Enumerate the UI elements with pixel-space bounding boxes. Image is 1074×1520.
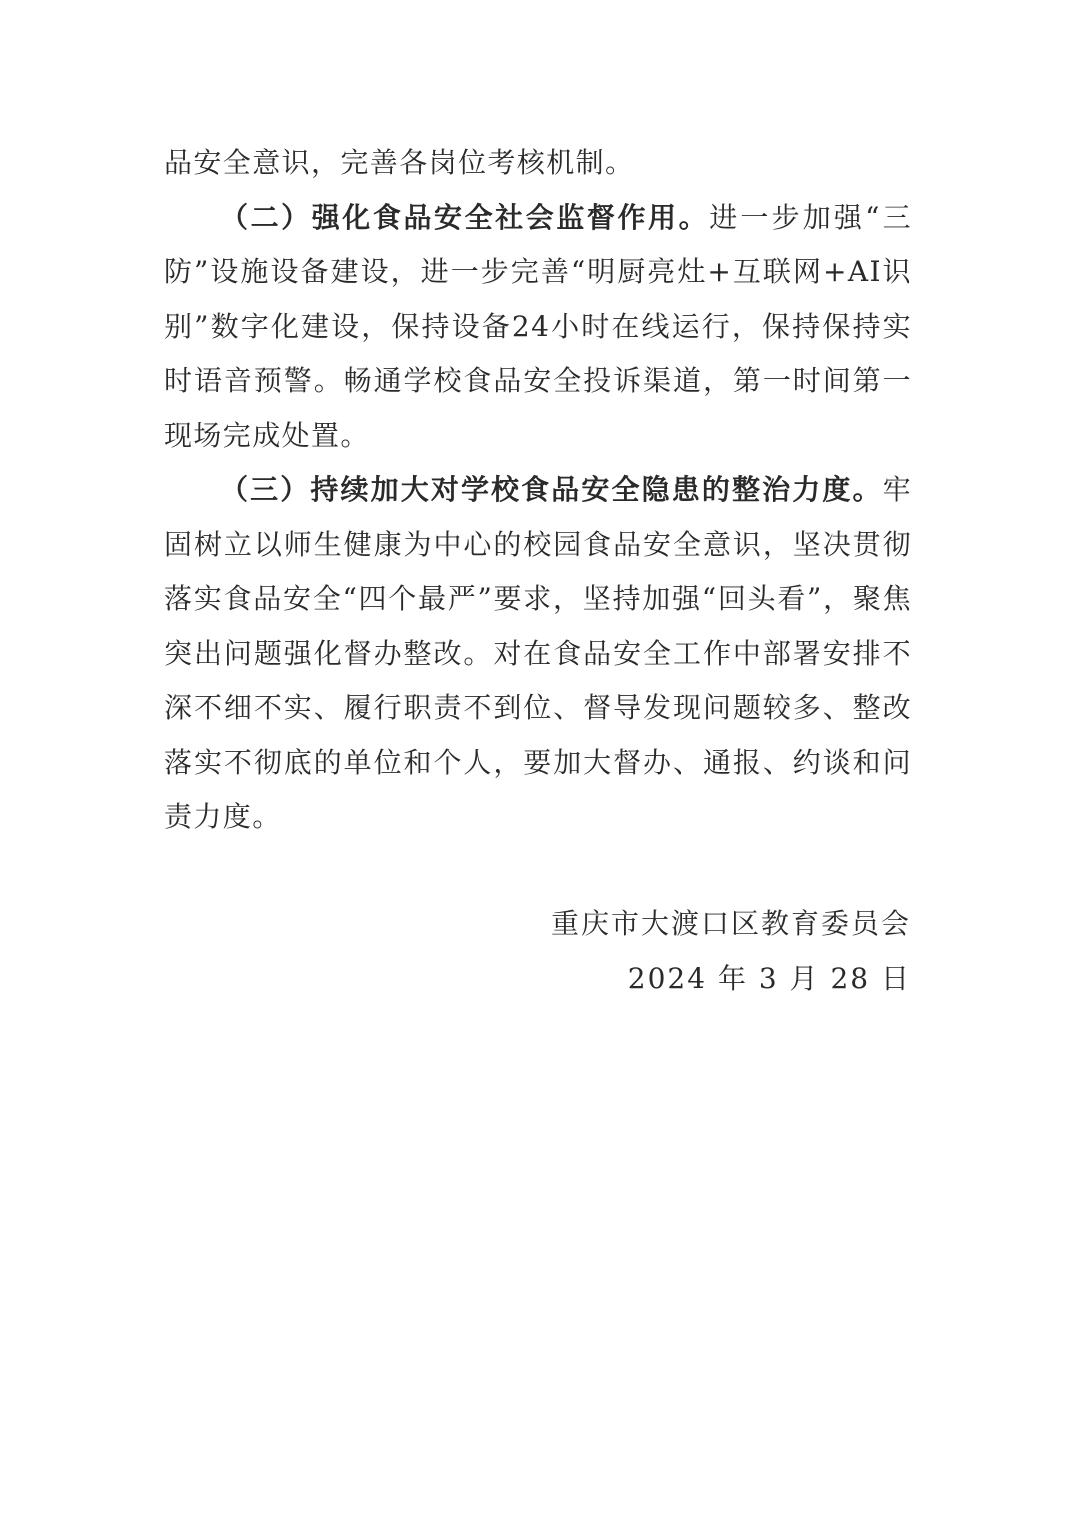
section-two-paragraph — [164, 191, 912, 464]
signature-organization: 重庆市大渡口区教育委员会 — [550, 907, 911, 940]
section-three-heading: （三）持续加大对学校食品安全隐患的整治力度。 — [220, 473, 883, 506]
continued-paragraph: 品安全意识，完善各岗位考核机制。 — [164, 146, 635, 179]
section-three-paragraph — [164, 463, 912, 845]
section-three-text: 牢固树立以师生健康为中心的校园食品安全意识，坚决贯彻落实食品安全“四个最严”要求，坚持加强“回头看”，聚焦突出问题强化督办整改。对在食品安全工作中部署安排不深不细不实、履行职责不到位、督导发现问题较多、整改落实不彻底的单位和个人，要加大督办、通报、约谈和问责力度。 — [164, 473, 912, 833]
document-body — [164, 136, 912, 845]
section-two-text: 进一步加强“三防”设施设备建设，进一步完善“明厨亮灶+互联网+AI识别”数字化建设，保持设备24小时在线运行，保持保持实时语音预警。畅通学校食品安全投诉渠道，第一时间第一现场完成处置。 — [164, 200, 912, 452]
signature-block — [551, 896, 911, 1006]
section-two-heading: （二）强化食品安全社会监督作用。 — [220, 200, 710, 234]
signature-date: 2024 年 3 月 28 日 — [627, 962, 911, 995]
